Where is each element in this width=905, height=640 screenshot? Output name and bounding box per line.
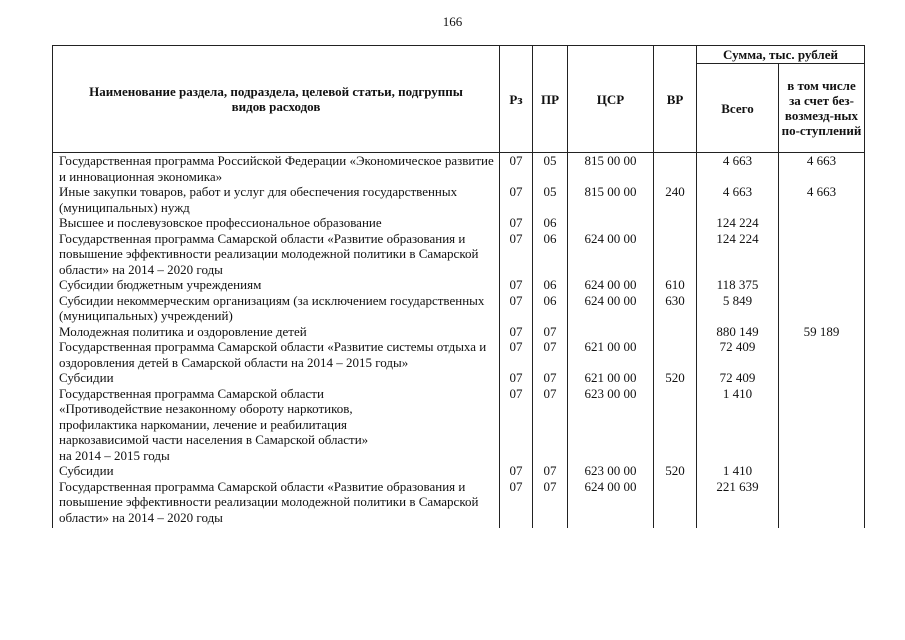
- cell-csr: [568, 215, 654, 231]
- cell-name: Субсидии некоммерческим организациям (за исключением государственных (муниципальных) учреждений): [53, 293, 500, 324]
- cell-rz: 07: [500, 324, 533, 340]
- cell-pr: 05: [533, 153, 568, 185]
- cell-total: 221 639: [697, 479, 779, 529]
- name-line: Государственная программа Самарской области: [59, 385, 324, 401]
- cell-vr: [654, 153, 697, 185]
- cell-csr: 624 00 00: [568, 293, 654, 324]
- cell-vr: [654, 324, 697, 340]
- name-line: «Противодействие незаконному обороту наркотиков,: [59, 401, 353, 416]
- cell-total: 124 224: [697, 215, 779, 231]
- table-row: [53, 153, 865, 185]
- cell-rz: 07: [500, 215, 533, 231]
- header-sum: Сумма, тыс. рублей: [697, 46, 865, 64]
- cell-rz: 07: [500, 293, 533, 324]
- name-line: на 2014 – 2015 годы: [59, 447, 170, 463]
- cell-total: 1 410: [697, 463, 779, 479]
- table-row: [53, 370, 865, 386]
- cell-csr: 815 00 00: [568, 153, 654, 185]
- cell-incl: [779, 231, 865, 278]
- cell-pr: 07: [533, 463, 568, 479]
- cell-csr: 815 00 00: [568, 184, 654, 215]
- table-row: [53, 184, 865, 215]
- name-line: наркозависимой части населения в Самарской области»: [59, 432, 369, 447]
- cell-pr: 05: [533, 184, 568, 215]
- cell-pr: 07: [533, 370, 568, 386]
- cell-csr: 621 00 00: [568, 370, 654, 386]
- cell-name: Субсидии: [53, 463, 500, 479]
- cell-vr: [654, 386, 697, 464]
- cell-total: 5 849: [697, 293, 779, 324]
- cell-incl: [779, 463, 865, 479]
- cell-name: Субсидии: [53, 370, 500, 386]
- cell-total: 124 224: [697, 231, 779, 278]
- cell-total: 4 663: [697, 153, 779, 185]
- cell-vr: 630: [654, 293, 697, 324]
- cell-csr: 621 00 00: [568, 339, 654, 370]
- cell-csr: 624 00 00: [568, 277, 654, 293]
- page-number: 166: [442, 14, 463, 29]
- cell-vr: [654, 231, 697, 278]
- cell-pr: 07: [533, 386, 568, 464]
- cell-name: Государственная программа Самарской области «Развитие образования и повышение эффективности реализации молодежной политики в Самарской области» на 2014 – 2020 годы: [53, 231, 500, 278]
- cell-vr: [654, 479, 697, 529]
- cell-incl: [779, 339, 865, 370]
- cell-csr: 623 00 00: [568, 386, 654, 464]
- header-pr: ПР: [533, 46, 568, 153]
- cell-incl: [779, 293, 865, 324]
- cell-rz: 07: [500, 370, 533, 386]
- cell-pr: 06: [533, 231, 568, 278]
- cell-name: Иные закупки товаров, работ и услуг для обеспечения государственных (муниципальных) нужд: [53, 184, 500, 215]
- table-row: [53, 339, 865, 370]
- cell-incl: 4 663: [779, 184, 865, 215]
- cell-pr: 07: [533, 324, 568, 340]
- cell-rz: 07: [500, 339, 533, 370]
- cell-total: 880 149: [697, 324, 779, 340]
- cell-name: Молодежная политика и оздоровление детей: [53, 324, 500, 340]
- header-incl: в том числе за счет без-возмезд-ных по-ступлений: [779, 64, 865, 153]
- cell-name: Государственная программа Российской Федерации «Экономическое развитие и инновационная экономика»: [53, 153, 500, 185]
- cell-incl: [779, 215, 865, 231]
- table-body: [53, 153, 865, 529]
- cell-name: Государственная программа Самарской области «Развитие образования и повышение эффективности реализации молодежной политики в Самарской области» на 2014 – 2020 годы: [53, 479, 500, 529]
- budget-table: [52, 45, 865, 528]
- cell-name: [53, 386, 500, 464]
- cell-incl: [779, 370, 865, 386]
- cell-incl: [779, 277, 865, 293]
- cell-rz: 07: [500, 463, 533, 479]
- table-row: [53, 324, 865, 340]
- table-row: [53, 463, 865, 479]
- cell-vr: 520: [654, 370, 697, 386]
- cell-total: 118 375: [697, 277, 779, 293]
- cell-rz: 07: [500, 386, 533, 464]
- cell-pr: 07: [533, 479, 568, 529]
- cell-pr: 06: [533, 215, 568, 231]
- cell-vr: [654, 215, 697, 231]
- table-header: [53, 46, 865, 153]
- table-row: [53, 231, 865, 278]
- cell-csr: 624 00 00: [568, 479, 654, 529]
- cell-total: 4 663: [697, 184, 779, 215]
- cell-csr: [568, 324, 654, 340]
- cell-incl: [779, 386, 865, 464]
- cell-vr: [654, 339, 697, 370]
- cell-total: 72 409: [697, 370, 779, 386]
- cell-pr: 06: [533, 293, 568, 324]
- header-csr: ЦСР: [568, 46, 654, 153]
- cell-incl: 59 189: [779, 324, 865, 340]
- header-name: Наименование раздела, подраздела, целевой статьи, подгруппы видов расходов: [53, 46, 500, 153]
- table-row: [53, 479, 865, 529]
- cell-total: 1 410: [697, 386, 779, 464]
- table-row: [53, 277, 865, 293]
- cell-incl: 4 663: [779, 153, 865, 185]
- cell-total: 72 409: [697, 339, 779, 370]
- header-total: Всего: [697, 64, 779, 153]
- cell-pr: 06: [533, 277, 568, 293]
- table-row: [53, 215, 865, 231]
- header-vr: ВР: [654, 46, 697, 153]
- cell-rz: 07: [500, 184, 533, 215]
- cell-rz: 07: [500, 277, 533, 293]
- cell-csr: 623 00 00: [568, 463, 654, 479]
- cell-csr: 624 00 00: [568, 231, 654, 278]
- cell-rz: 07: [500, 153, 533, 185]
- cell-vr: 610: [654, 277, 697, 293]
- cell-rz: 07: [500, 479, 533, 529]
- cell-rz: 07: [500, 231, 533, 278]
- cell-name: Субсидии бюджетным учреждениям: [53, 277, 500, 293]
- cell-vr: 240: [654, 184, 697, 215]
- cell-name: Государственная программа Самарской области «Развитие системы отдыха и оздоровления детей в Самарской области на 2014 – 2015 годы»: [53, 339, 500, 370]
- cell-name: Высшее и послевузовское профессиональное образование: [53, 215, 500, 231]
- name-line: профилактика наркомании, лечение и реабилитация: [59, 416, 348, 432]
- table-row: [53, 386, 865, 464]
- table-row: [53, 293, 865, 324]
- cell-pr: 07: [533, 339, 568, 370]
- cell-vr: 520: [654, 463, 697, 479]
- header-rz: Рз: [500, 46, 533, 153]
- cell-incl: [779, 479, 865, 529]
